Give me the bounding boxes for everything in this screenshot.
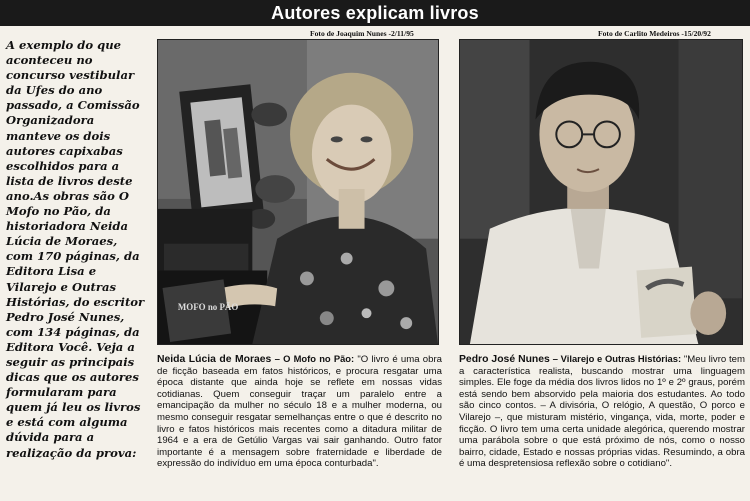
caption-pedro <box>459 353 745 470</box>
book-title-vilarejo: Vilarejo e Outras Histórias: <box>560 353 682 364</box>
book-cover-title: MOFO no PÃO <box>177 302 239 313</box>
photo-credit-left: Foto de Joaquim Nunes -2/11/95 <box>310 29 414 38</box>
author-photo-neida <box>157 39 439 345</box>
caption-dash: – <box>271 354 284 365</box>
quote-pedro: "Meu livro tem a característica realista, buscando mostrar uma linguagem simples. Ele foge da média dos livros lidos no 1º e 2º graus, porém está sendo bem absorvido pela maioria dos estudantes. Ao todo são cinco contos. – A divisória, O relógio, A questão, O porco e Vilarejo –, que misturam mistério, vingança, vida, morte, poder e ficção. O livro tem uma certa unidade alegórica, querendo mostrar uma parábola sobre o que está próximo de nós, como o nosso bairro, cidade, Estado e nossas próprias vidas. Resumindo, a obra é uma despretensiosa reflexão sobre o cotidiano". <box>459 354 746 470</box>
book-title-mofo: O Mofo no Pão: <box>283 353 355 364</box>
section-title-banner: Autores explicam livros <box>0 0 750 26</box>
author-photo-pedro <box>459 39 743 345</box>
intro-text: A exemplo do que aconteceu no concurso vestibular da Ufes do ano passado, a Comissão Organizadora manteve os dois autores capixabas escolhidos para a lista de livros deste ano.As obras são O Mofo no Pão, da historiadora Neida Lúcia de Moraes, com 170 páginas, da Editora Lisa e Vilarejo e Outras Histórias, do escritor Pedro José Nunes, com 134 páginas, da Editora Você. Veja a seguir as principais dicas que os autores formularam para quem já leu os livros e está com alguma dúvida para a realização da prova: <box>6 38 145 460</box>
author-name-neida: Neida Lúcia de Moraes <box>157 354 272 365</box>
caption-dash: – <box>549 354 561 365</box>
quote-neida: "O livro é uma obra de ficção baseada em fatos históricos, e procura resgatar uma época distante que ainda hoje se reflete em nossas vidas cotidianas. Quem conseguir traçar um paralelo entre a emancipação da mulher no século 18 e a mulher moderna, ou mesmo conseguir resgatar semelhanças entre o que é descrito no livro e fatos históricos mais recentes como a ditadura militar de 1964 e a era de Getúlio Vargas vai sair ganhando. Outro fator importante é a mensagem sobre fraternidade e liberdade de expressão do indivíduo em uma época conturbada". <box>157 354 442 470</box>
photo-credit-right: Foto de Carlito Medeiros -15/20/92 <box>598 29 711 38</box>
author-name-pedro: Pedro José Nunes <box>459 354 550 365</box>
caption-neida <box>157 353 442 470</box>
